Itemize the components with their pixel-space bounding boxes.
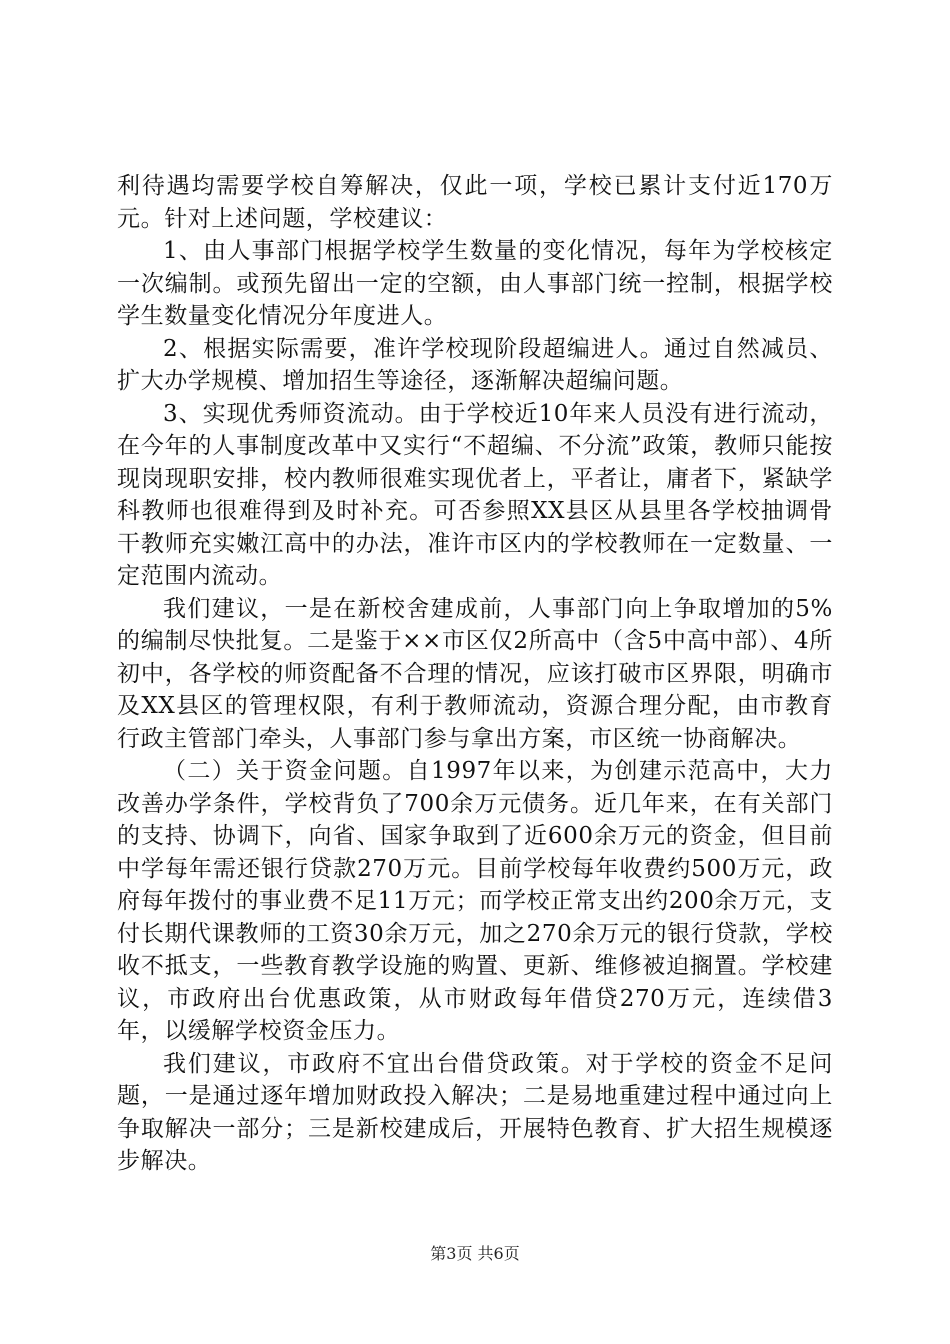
paragraph-our-suggestion-staffing: 我们建议，一是在新校舍建成前，人事部门向上争取增加的5%的编制尽快批复。二是鉴于××市区仅2所高中（含5中高中部）、4所初中，各学校的师资配备不合理的情况，应该打破市区界限，明确市及XX县区的管理权限，有利于教师流动，资源合理分配，由市教育行政主管部门牵头，人事部门参与拿出方案，市区统一协商解决。 [117,595,833,752]
paragraph-funding-issue: （二）关于资金问题。自1997年以来，为创建示范高中，大力改善办学条件，学校背负了700余万元债务。近几年来，在有关部门的支持、协调下，向省、国家争取到了近600余万元的资金，但目前中学每年需还银行贷款270万元。目前学校每年收费约500万元，政府每年拨付的事业费不足11万元；而学校正常支出约200余万元，支付长期代课教师的工资30余万元，加之270余万元的银行贷款，学校收不抵支，一些教育教学设施的购置、更新、维修被迫搁置。学校建议，市政府出台优惠政策，从市财政每年借贷270万元，连续借3年，以缓解学校资金压力。 [117,758,833,1044]
paragraph-our-suggestion-funding: 我们建议，市政府不宜出台借贷政策。对于学校的资金不足问题，一是通过逐年增加财政投入解决；二是易地重建过程中通过向上争取解决一部分；三是新校建成后，开展特色教育、扩大招生规模逐步解决。 [117,1050,833,1174]
page-footer: 第3页 共6页 [430,1244,520,1263]
paragraph-suggestion-2: 2、根据实际需要，准许学校现阶段超编进人。通过自然减员、扩大办学规模、增加招生等途径，逐渐解决超编问题。 [117,335,833,394]
paragraph-continuation: 利待遇均需要学校自筹解决，仅此一项，学校已累计支付近170万元。针对上述问题，学校建议： [117,173,833,232]
document-body [117,170,833,1178]
paragraph-suggestion-3: 3、实现优秀师资流动。由于学校近10年来人员没有进行流动，在今年的人事制度改革中又实行“不超编、不分流”政策，教师只能按现岗现职安排，校内教师很难实现优者上，平者让，庸者下，紧缺学科教师也很难得到及时补充。可否参照XX县区从县里各学校抽调骨干教师充实嫩江高中的办法，准许市区内的学校教师在一定数量、一定范围内流动。 [117,400,833,589]
paragraph-suggestion-1: 1、由人事部门根据学校学生数量的变化情况，每年为学校核定一次编制。或预先留出一定的空额，由人事部门统一控制，根据学校学生数量变化情况分年度进人。 [117,238,833,329]
